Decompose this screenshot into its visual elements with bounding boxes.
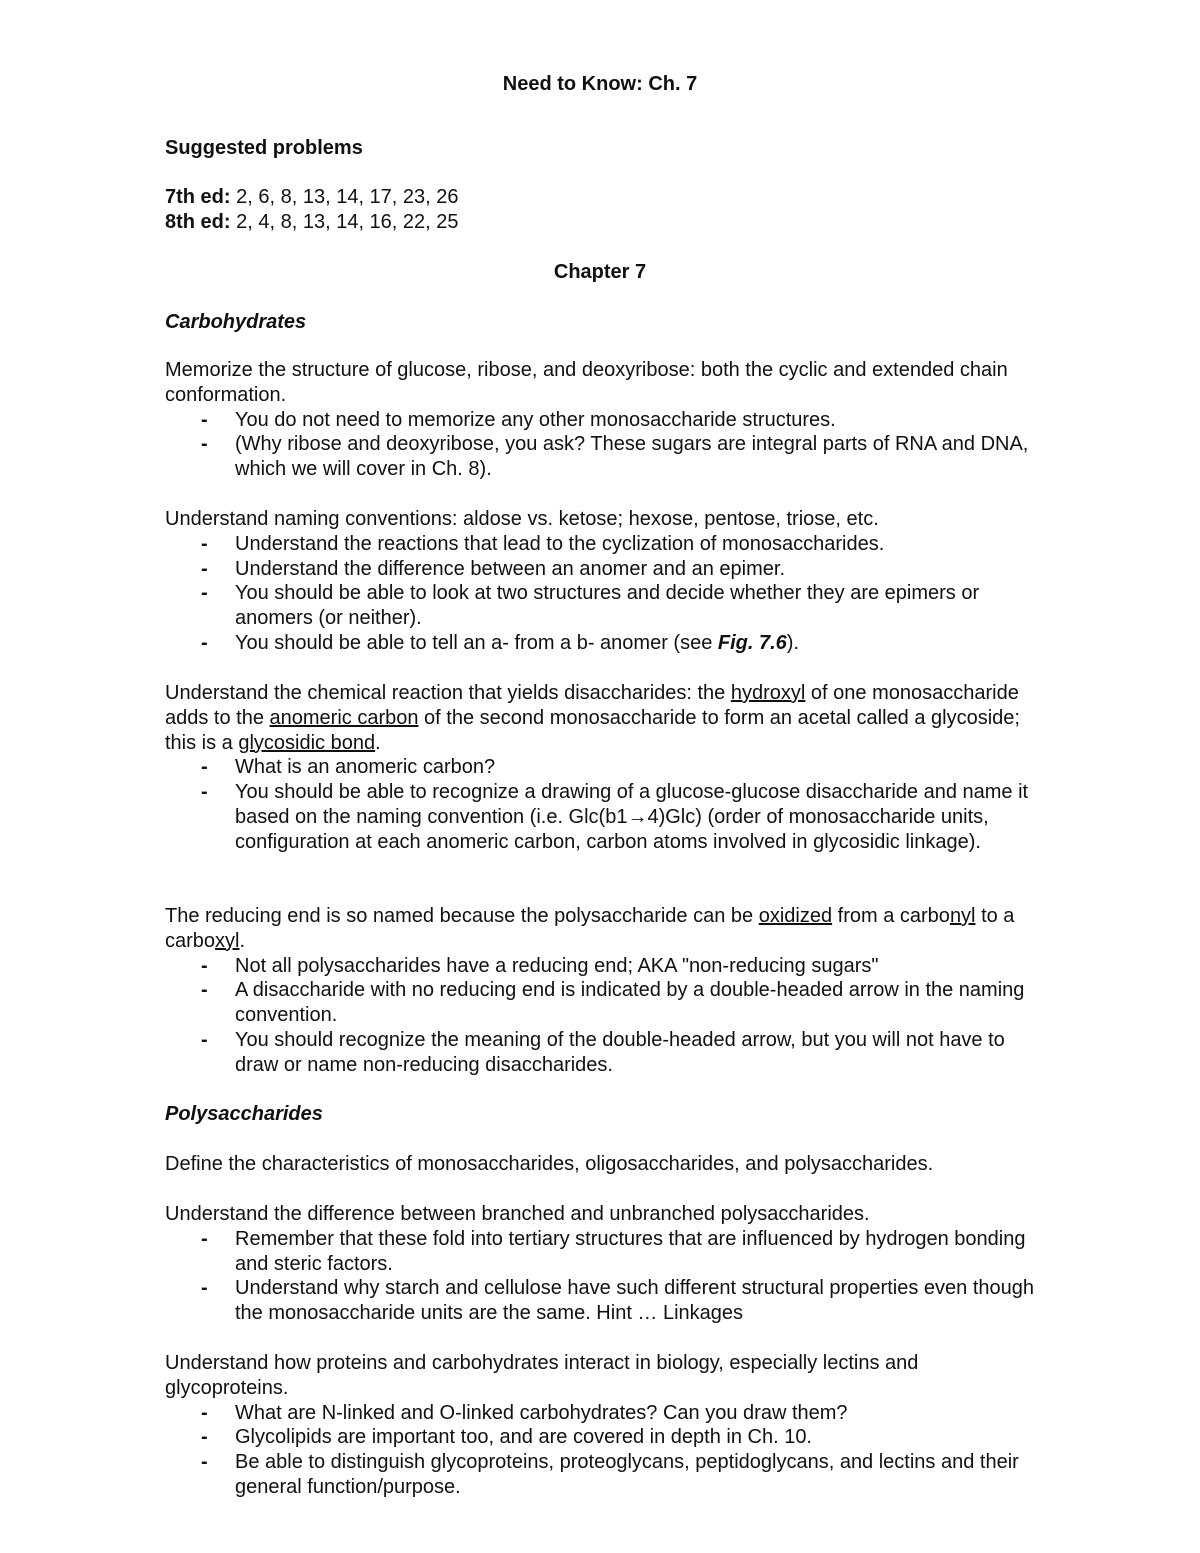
- suggested-problems-heading: Suggested problems: [165, 137, 363, 159]
- paragraph: Understand the difference between branched and unbranched polysaccharides.: [165, 1203, 870, 1225]
- bullet-list: [165, 954, 1045, 1078]
- text-run: of the second monosaccharide to form an acetal called a glycoside; this is a: [165, 706, 1020, 754]
- polysaccharides-heading: Polysaccharides: [165, 1103, 323, 1125]
- suggested-7th-ed: [165, 185, 1045, 210]
- polysaccharides-section-3: [165, 1351, 1045, 1500]
- list-item: - You should be able to recognize a drawing of a glucose-glucose disaccharide and name it based on the naming convention (i.e. Glc(b1→4)Glc) (order of monosaccharide units, configuration at each anomeric carbon, carbon atoms involved in glycosidic linkage).: [165, 780, 1045, 854]
- carbohydrates-section-3: [165, 681, 1045, 855]
- list-item-text: You should be able to tell an a- from a b- anomer (see: [235, 631, 718, 654]
- list-item-text: ).: [786, 631, 800, 654]
- list-item: - Understand the difference between an anomer and an epimer.: [165, 557, 1045, 582]
- suggested-8th-ed: [165, 210, 1045, 235]
- underlined-term: nyl: [949, 905, 976, 927]
- figure-reference: Fig. 7.6: [717, 631, 787, 654]
- bullet-list: [165, 1227, 1045, 1326]
- list-item: - You should be able to look at two structures and decide whether they are epimers or anomers (or neither).: [165, 581, 1045, 631]
- list-item: - Understand why starch and cellulose have such different structural properties even though the monosaccharide units are the same. Hint … Linkages: [165, 1276, 1045, 1326]
- carbohydrates-heading: Carbohydrates: [165, 311, 307, 333]
- list-item: - Understand the reactions that lead to the cyclization of monosaccharides.: [165, 532, 1045, 557]
- list-item: - Glycolipids are important too, and are covered in depth in Ch. 10.: [165, 1425, 1045, 1450]
- paragraph: Understand how proteins and carbohydrates interact in biology, especially lectins and glycoproteins.: [165, 1352, 919, 1399]
- list-item: - Not all polysaccharides have a reducing end; AKA "non-reducing sugars": [165, 954, 1045, 979]
- text-run: The reducing end is so named because the polysaccharide can be: [165, 905, 759, 927]
- text-run: .: [239, 929, 246, 952]
- text-run: from a carbo: [832, 905, 950, 927]
- list-item: - What are N-linked and O-linked carbohydrates? Can you draw them?: [165, 1401, 1045, 1426]
- document-title: Need to Know: Ch. 7: [502, 73, 698, 95]
- paragraph: Understand naming conventions: aldose vs. ketose; hexose, pentose, triose, etc.: [165, 508, 879, 530]
- text-run: of one monosaccharide adds to the: [165, 682, 1019, 729]
- text-run: .: [375, 731, 381, 754]
- underlined-term: hydroxyl: [730, 682, 806, 704]
- list-item: - Be able to distinguish glycoproteins, proteoglycans, peptidoglycans, and lectins and their general function/purpose.: [165, 1450, 1045, 1500]
- list-item: - You should recognize the meaning of the double-headed arrow, but you will not have to draw or name non-reducing disaccharides.: [165, 1028, 1045, 1078]
- underlined-term: anomeric carbon: [269, 706, 419, 729]
- list-item: - You do not need to memorize any other monosaccharide structures.: [165, 408, 1045, 433]
- carbohydrates-section-2: [165, 507, 1045, 656]
- chapter-heading: Chapter 7: [553, 261, 647, 283]
- ed8-label: 8th ed:: [165, 211, 231, 233]
- ed8-values: 2, 4, 8, 13, 14, 16, 22, 25: [236, 211, 459, 233]
- polysaccharides-section-2: [165, 1202, 1045, 1326]
- paragraph: [165, 904, 1045, 954]
- bullet-list: [165, 1401, 1045, 1500]
- list-item: - A disaccharide with no reducing end is indicated by a double-headed arrow in the naming convention.: [165, 978, 1045, 1028]
- list-item: - What is an anomeric carbon?: [165, 755, 1045, 780]
- ed7-label: 7th ed:: [165, 186, 231, 208]
- ed7-values: 2, 6, 8, 13, 14, 17, 23, 26: [236, 186, 459, 208]
- bullet-list: [165, 755, 1045, 854]
- text-run: Understand the chemical reaction that yields disaccharides: the: [165, 682, 731, 704]
- paragraph: [165, 681, 1045, 755]
- text-run: to a carbo: [165, 905, 1015, 952]
- bullet-list: [165, 408, 1045, 482]
- paragraph: Memorize the structure of glucose, ribose, and deoxyribose: both the cyclic and extended chain conformation.: [165, 359, 1008, 406]
- carbohydrates-section-4: [165, 904, 1045, 1078]
- polysaccharides-paragraph-1: Define the characteristics of monosaccharides, oligosaccharides, and polysaccharides.: [165, 1153, 934, 1175]
- underlined-term: oxidized: [758, 905, 833, 927]
- list-item: [165, 631, 1045, 656]
- list-item: - (Why ribose and deoxyribose, you ask? These sugars are integral parts of RNA and DNA, which we will cover in Ch. 8).: [165, 432, 1045, 482]
- underlined-term: xyl: [215, 929, 240, 952]
- list-item: - Remember that these fold into tertiary structures that are influenced by hydrogen bonding and steric factors.: [165, 1227, 1045, 1277]
- carbohydrates-section-1: [165, 358, 1045, 482]
- underlined-term: glycosidic bond: [238, 731, 376, 754]
- bullet-list: [165, 532, 1045, 656]
